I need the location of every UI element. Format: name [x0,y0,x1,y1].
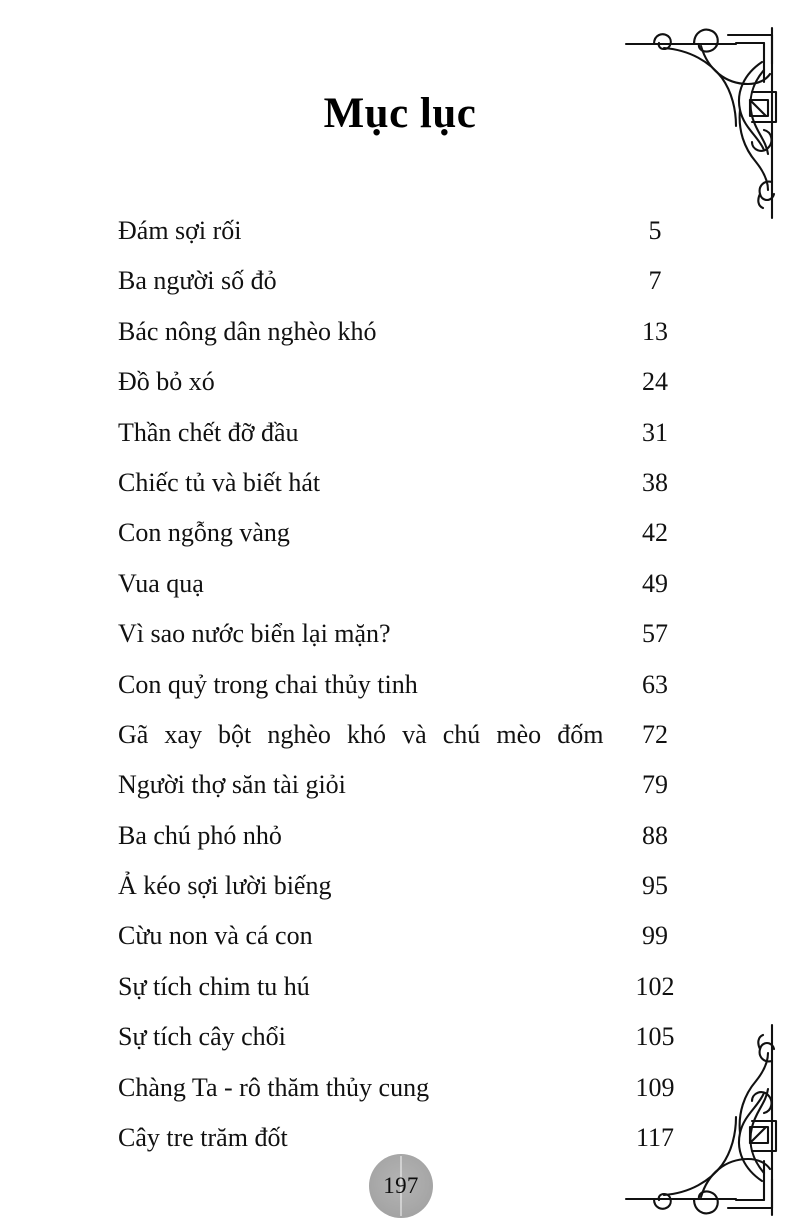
toc-entry[interactable] [118,911,688,961]
toc-entry-title: Chàng Ta - rô thăm thủy cung [118,1072,430,1102]
toc-entry-title: Đồ bỏ xó [118,367,215,397]
toc-entry[interactable] [118,811,688,861]
toc-entry[interactable] [118,508,688,558]
toc-entry-page-number: 13 [642,316,668,346]
page-title: Mục lục [323,90,477,137]
folio-badge [369,1154,433,1218]
toc-entry-page-number: 24 [642,367,668,397]
toc-entry[interactable] [118,357,688,407]
toc-entry-title: Người thợ săn tài giỏi [118,770,346,800]
toc-entry-page-number: 102 [635,971,675,1001]
toc-entry[interactable] [118,559,688,609]
toc-entry[interactable] [118,760,688,810]
toc-entry-page-number: 88 [642,820,668,850]
toc-entry[interactable] [118,710,688,760]
toc-entry[interactable] [118,1063,688,1113]
toc-entry[interactable] [118,1012,688,1062]
folio-number: 197 [383,1173,419,1198]
toc-entry[interactable] [118,408,688,458]
toc-entry[interactable] [118,458,688,508]
toc-entry-title: Cây tre trăm đốt [118,1123,288,1153]
toc-entry[interactable] [118,962,688,1012]
toc-entry-title: Vì sao nước biển lại mặn? [118,619,391,649]
toc-entry[interactable] [118,861,688,911]
toc-entry[interactable] [118,307,688,357]
toc-entry-page-number: 72 [642,719,668,749]
toc-entry-page-number: 5 [648,216,662,245]
toc-entry-title: Con quỷ trong chai thủy tinh [118,669,418,699]
toc-entry-title: Cừu non và cá con [118,921,313,951]
toc-entry-page-number: 42 [642,518,668,548]
toc-entry-title: Bác nông dân nghèo khó [118,316,377,346]
toc-entry[interactable] [118,256,688,306]
toc-entry-page-number: 38 [642,467,668,497]
toc-entry-title: Vua quạ [118,568,204,598]
toc-entry-page-number: 109 [635,1072,675,1102]
toc-entry-title: Chiếc tủ và biết hát [118,467,321,497]
toc-entry-title: Đám sợi rối [118,216,242,245]
toc-entry-title: Thần chết đỡ đầu [118,417,299,447]
toc-entry-page-number: 117 [635,1123,675,1153]
toc-entry-page-number: 99 [642,921,668,951]
table-of-contents [118,206,688,1163]
toc-entry-page-number: 63 [642,669,668,699]
toc-entry-page-number: 79 [642,770,668,800]
toc-entry[interactable] [118,660,688,710]
toc-entry[interactable] [118,609,688,659]
toc-entry-title: Sự tích cây chổi [118,1022,286,1052]
toc-entry-page-number: 31 [642,417,668,447]
toc-entry-title: Con ngỗng vàng [118,518,290,548]
toc-entry-title: Sự tích chim tu hú [118,971,310,1001]
toc-entry-title: Ả kéo sợi lười biếng [118,871,332,901]
toc-entry-title: Ba người số đỏ [118,266,277,296]
toc-entry-page-number: 49 [642,568,668,598]
toc-entry-title: Gã xay bột nghèo khó và chú mèo đốm [118,719,604,749]
toc-entry-page-number: 57 [642,619,668,649]
toc-entry[interactable] [118,206,688,256]
toc-entry-page-number: 95 [642,871,668,901]
toc-entry-title: Ba chú phó nhỏ [118,820,282,850]
toc-entry-page-number: 7 [648,266,662,296]
toc-entry-page-number: 105 [635,1022,675,1052]
